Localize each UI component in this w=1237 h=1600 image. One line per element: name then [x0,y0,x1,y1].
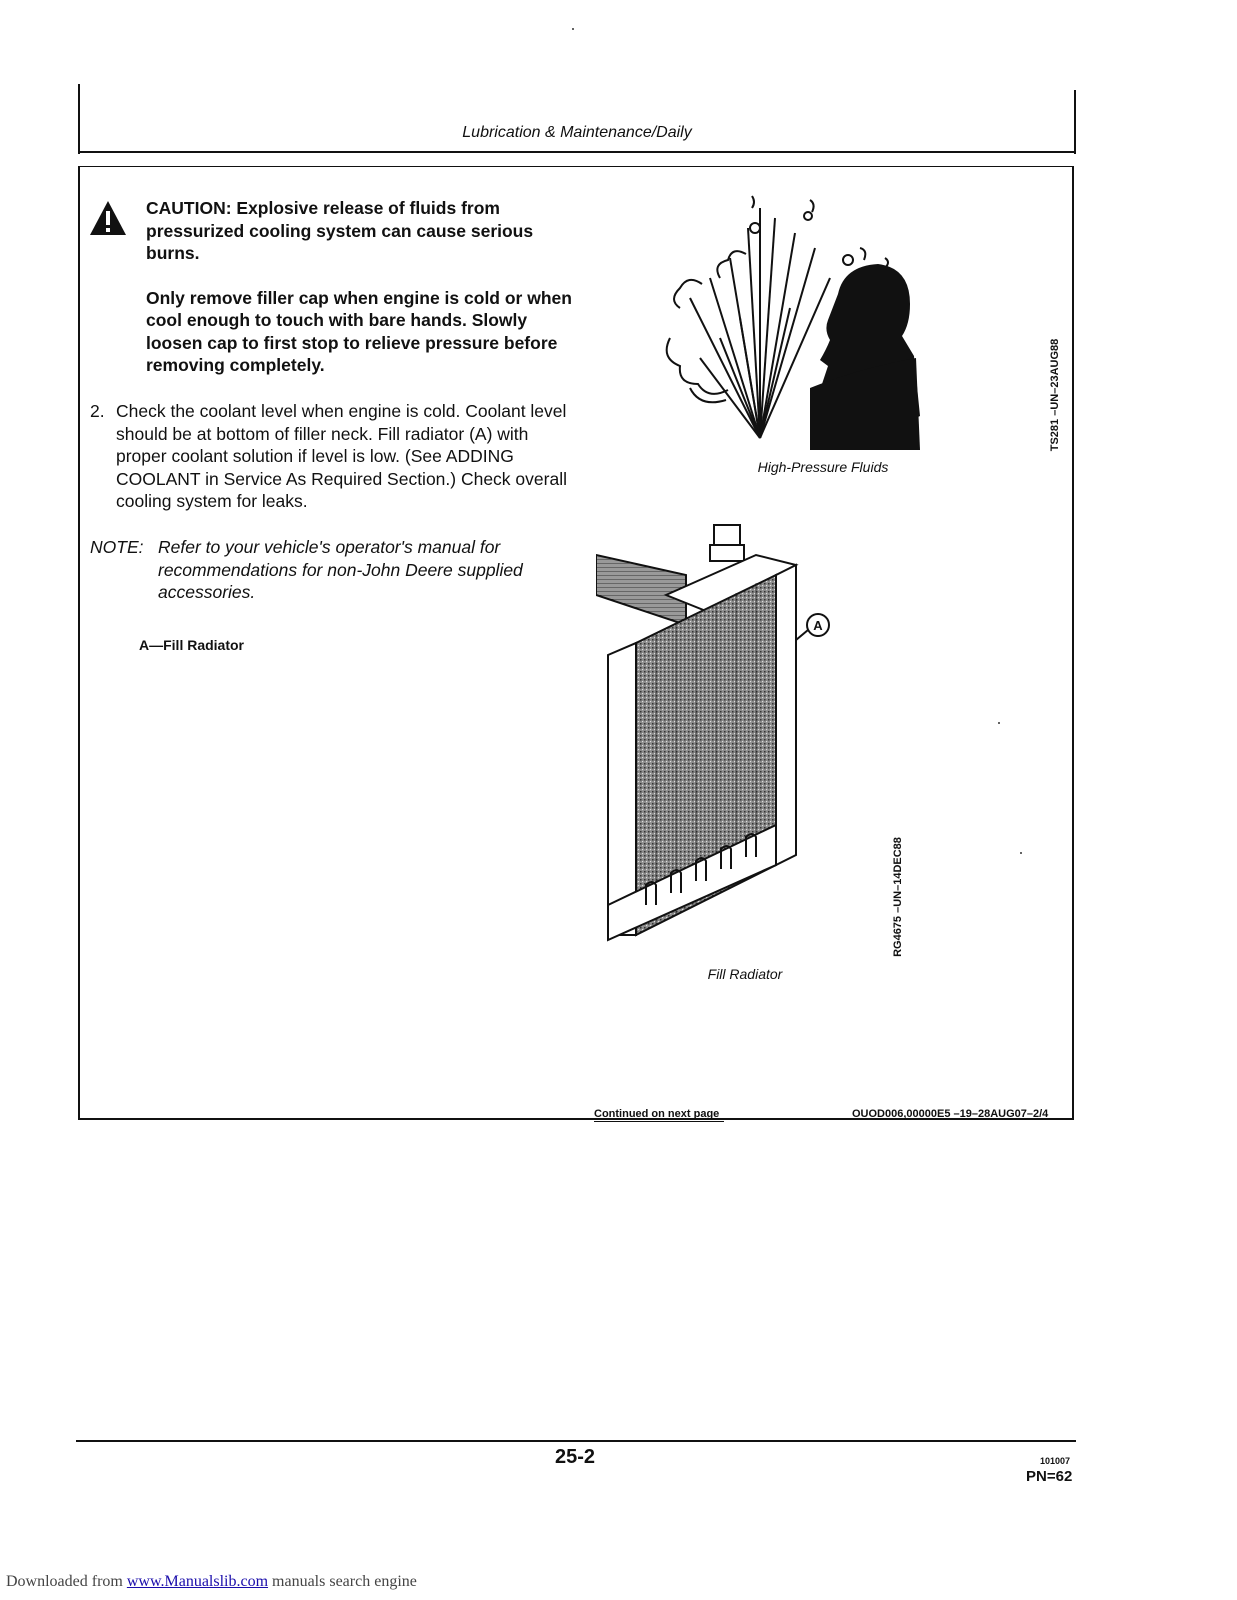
figure-legend: A—Fill Radiator [139,637,245,653]
footer-pn: PN=62 [1026,1468,1073,1485]
speck [998,722,1000,724]
speck [1020,852,1022,854]
document-id: OUOD006,00000E5 –19–28AUG07–2/4 [852,1108,1049,1120]
note-label: NOTE: [90,537,144,557]
header-rule [78,151,1076,153]
continued-underline [594,1121,724,1122]
footer-rule [76,1440,1076,1442]
high-pressure-fluid-illustration [660,188,920,450]
warning-triangle-icon [89,200,127,236]
download-prefix: Downloaded from [6,1573,127,1590]
caution-block [146,197,586,399]
note-text: Refer to your vehicle's operator's manual for recommendations for non-John Deere supplied accessories. [158,537,523,602]
figure-code-high-pressure: TS281 –UN–23AUG88 [1049,338,1061,452]
continued-notice: Continued on next page [594,1108,720,1120]
callout-label-a: A [813,618,823,633]
caution-body: Only remove filler cap when engine is cold or when cool enough to touch with bare hands. Slowly loosen cap to first stop to relieve pressure before removing completely. [146,287,572,375]
speck [572,28,574,30]
download-suffix: manuals search engine [268,1573,417,1590]
header-right-rule [1074,90,1076,154]
header-left-rule [78,84,80,154]
note-block [90,536,570,604]
radiator-illustration [596,515,846,955]
figure-caption-high-pressure: High-Pressure Fluids [757,459,889,475]
section-title: Lubrication & Maintenance/Daily [462,124,692,141]
download-credit [6,1573,417,1591]
step-number: 2. [90,401,105,421]
caution-heading: CAUTION: Explosive release of fluids from pressurized cooling system can cause serious burns. [146,198,534,263]
figure-caption-fill-radiator: Fill Radiator [707,966,783,982]
figure-code-fill-radiator: RG4675 –UN–14DEC88 [892,837,904,957]
step-text: Check the coolant level when engine is cold. Coolant level should be at bottom of filler neck. Fill radiator (A) with proper coolant solution if level is low. (See ADDING COOLANT in Service As Required Section.) Check overall cooling system for leaks. [116,401,567,511]
page-number: 25-2 [554,1446,596,1468]
footer-code: 101007 [1040,1456,1071,1466]
step-item [90,400,580,513]
manualslib-link[interactable]: www.Manualslib.com [126,1573,269,1590]
